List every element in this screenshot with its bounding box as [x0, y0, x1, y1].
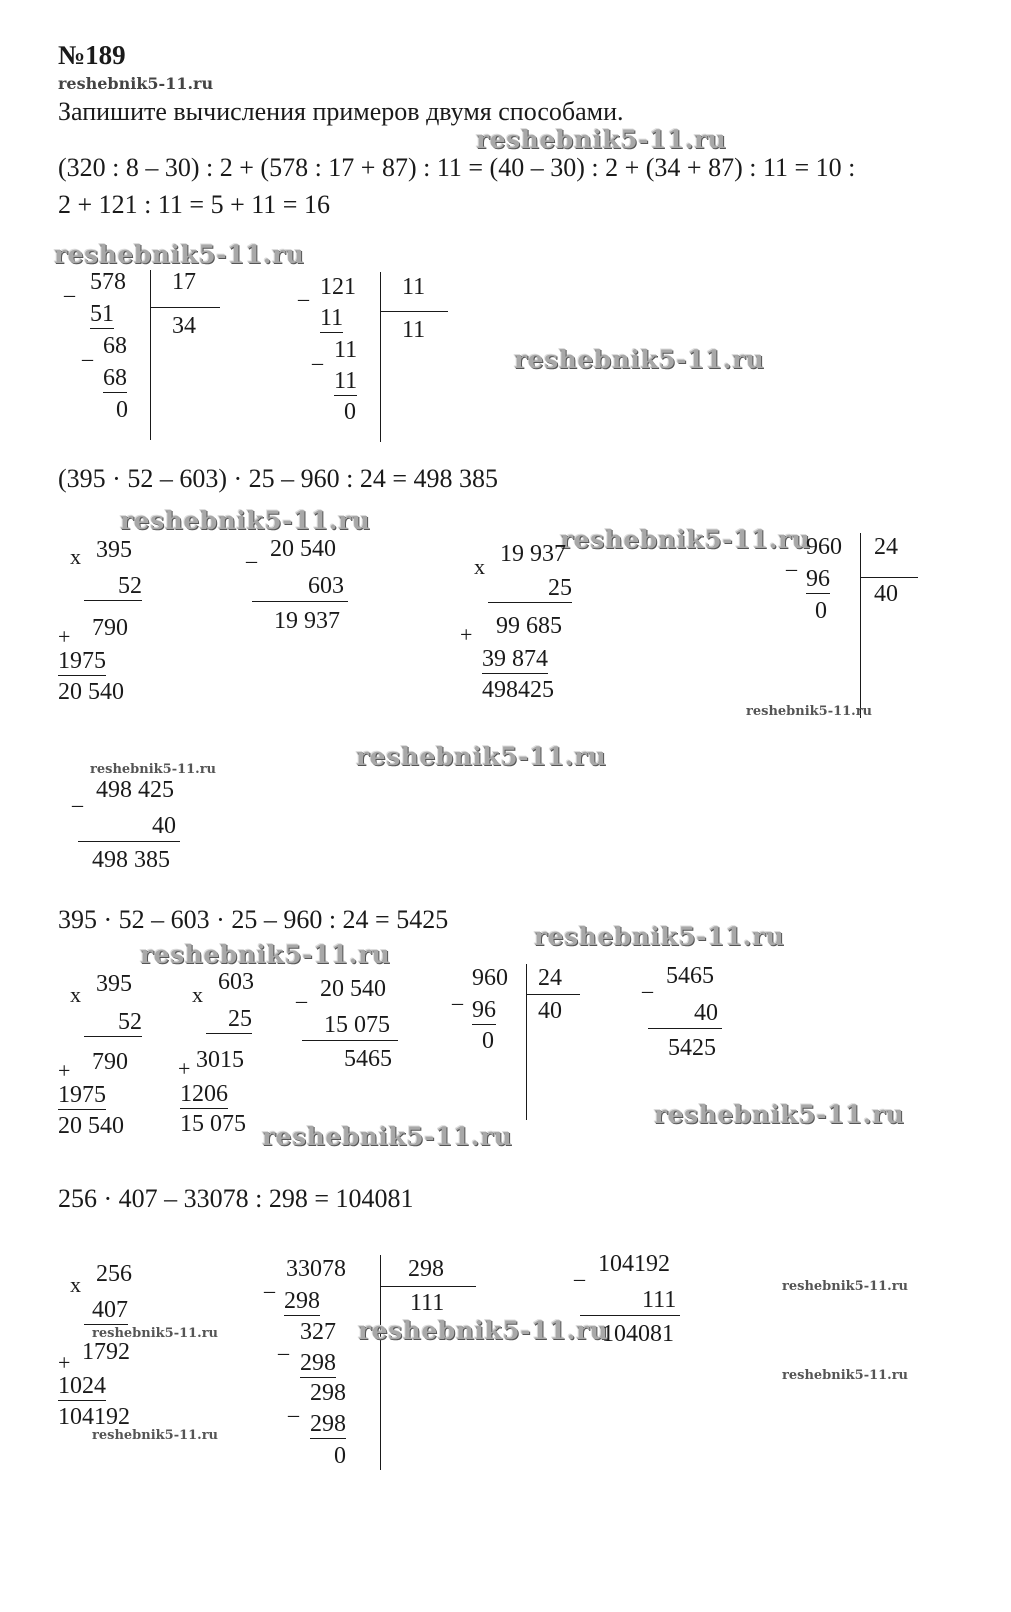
watermark-small: reshebnik5-11.ru — [58, 74, 214, 93]
final-remainder: 0 — [344, 399, 356, 425]
subtrahend: 96 — [472, 997, 496, 1023]
minus-sign: _ — [64, 274, 75, 299]
watermark-large: reshebnik5-11.ru — [120, 506, 371, 535]
ex1-equation-line2: 2 + 121 : 11 = 5 + 11 = 16 — [58, 190, 330, 219]
divisor: 24 — [874, 534, 898, 560]
subtrahend: 51 — [90, 301, 114, 327]
divisor: 24 — [538, 965, 562, 991]
ex3-equation: 395 · 52 – 603 · 25 – 960 : 24 = 5425 — [58, 905, 449, 934]
divisor-line — [380, 311, 448, 312]
difference: 498 385 — [92, 847, 170, 873]
plus-sign: + — [460, 622, 473, 647]
product: 104192 — [58, 1404, 130, 1430]
product: 15 075 — [180, 1111, 246, 1137]
final-remainder: 0 — [815, 598, 827, 624]
multiplier: 52 — [84, 572, 142, 601]
ex4-equation: 256 · 407 – 33078 : 298 = 104081 — [58, 1184, 414, 1213]
watermark-large: reshebnik5-11.ru — [140, 940, 391, 969]
subtrahend: 11 — [334, 368, 358, 394]
partial-product: 1975 — [58, 648, 106, 674]
watermark-small: reshebnik5-11.ru — [782, 1279, 909, 1294]
division-bar — [380, 1255, 381, 1470]
watermark-large: reshebnik5-11.ru — [560, 525, 811, 554]
dividend: 578 — [90, 269, 126, 295]
ex2-equation: (395 · 52 – 603) · 25 – 960 : 24 = 498 385 — [58, 464, 499, 493]
partial-product: 99 685 — [496, 613, 562, 639]
multiplicand: 395 — [96, 971, 132, 997]
divisor: 11 — [402, 274, 426, 300]
plus-sign: + — [58, 1058, 71, 1083]
multiplicand: 395 — [96, 537, 132, 563]
minus-sign: _ — [298, 278, 309, 303]
multiplier: 25 — [206, 1005, 252, 1034]
minus-sign: _ — [82, 338, 93, 363]
result-line — [78, 841, 180, 842]
difference: 5465 — [344, 1046, 392, 1072]
minus-sign: _ — [72, 784, 83, 809]
minuend: 20 540 — [270, 536, 336, 562]
result-line — [302, 1040, 398, 1041]
partial-product: 1975 — [58, 1082, 106, 1108]
minus-sign: _ — [246, 540, 257, 565]
quotient: 40 — [538, 998, 562, 1024]
minus-sign: _ — [786, 548, 797, 573]
partial-product: 1024 — [58, 1373, 106, 1399]
result-line — [580, 1315, 680, 1316]
partial-product: 790 — [92, 1049, 128, 1075]
watermark-large: reshebnik5-11.ru — [476, 125, 727, 154]
divisor-line — [150, 307, 220, 308]
quotient: 40 — [874, 581, 898, 607]
times-sign: x — [70, 982, 81, 1007]
remainder: 11 — [334, 337, 358, 363]
subtrahend: 15 075 — [324, 1012, 390, 1038]
dividend: 960 — [806, 534, 842, 560]
minus-sign: _ — [264, 1270, 275, 1295]
quotient: 11 — [402, 317, 426, 343]
times-sign: x — [70, 1272, 81, 1297]
subtrahend: 298 — [284, 1288, 320, 1314]
minus-sign: _ — [288, 1394, 299, 1419]
minuend: 20 540 — [320, 976, 386, 1002]
subtrahend: 96 — [806, 566, 830, 592]
quotient: 34 — [172, 313, 196, 339]
minus-sign: _ — [642, 970, 653, 995]
multiplicand: 19 937 — [500, 541, 566, 567]
product: 20 540 — [58, 1113, 124, 1139]
result-line — [252, 601, 348, 602]
partial-product: 3015 — [196, 1047, 244, 1073]
dividend: 121 — [320, 274, 356, 300]
subtrahend: 40 — [694, 1000, 718, 1026]
subtrahend: 603 — [308, 573, 344, 599]
multiplier: 407 — [84, 1296, 128, 1325]
product: 20 540 — [58, 679, 124, 705]
watermark-large: reshebnik5-11.ru — [356, 742, 607, 771]
remainder: 68 — [103, 333, 127, 359]
minuend: 104192 — [598, 1251, 670, 1277]
dividend: 960 — [472, 965, 508, 991]
difference: 5425 — [668, 1035, 716, 1061]
subtrahend: 11 — [320, 305, 344, 331]
difference: 104081 — [602, 1321, 674, 1347]
watermark-large: reshebnik5-11.ru — [534, 922, 785, 951]
minus-sign: _ — [278, 1332, 289, 1357]
watermark-large: reshebnik5-11.ru — [514, 345, 765, 374]
times-sign: x — [70, 544, 81, 569]
minuend: 498 425 — [96, 777, 174, 803]
remainder: 327 — [300, 1319, 336, 1345]
subtrahend: 111 — [642, 1287, 677, 1313]
watermark-large: reshebnik5-11.ru — [54, 240, 305, 269]
minuend: 5465 — [666, 963, 714, 989]
partial-product: 1792 — [82, 1339, 130, 1365]
subtrahend: 298 — [300, 1350, 336, 1376]
minus-sign: _ — [312, 342, 323, 367]
partial-product: 1206 — [180, 1081, 228, 1107]
plus-sign: + — [178, 1056, 191, 1081]
watermark-small: reshebnik5-11.ru — [92, 1428, 219, 1443]
division-bar — [150, 270, 151, 440]
ex1-equation-line1: (320 : 8 – 30) : 2 + (578 : 17 + 87) : 11 = (40 – 30) : 2 + (34 + 87) : 11 = 10 : — [58, 153, 856, 182]
subtrahend: 298 — [310, 1411, 346, 1437]
times-sign: x — [474, 554, 485, 579]
division-bar — [526, 964, 527, 1120]
watermark-large: reshebnik5-11.ru — [654, 1100, 905, 1129]
divisor-line — [860, 577, 918, 578]
watermark-large: reshebnik5-11.ru — [358, 1316, 609, 1345]
divisor: 298 — [408, 1256, 444, 1282]
subtrahend: 40 — [152, 813, 176, 839]
minus-sign: _ — [574, 1258, 585, 1283]
partial-product: 790 — [92, 615, 128, 641]
watermark-small: reshebnik5-11.ru — [782, 1368, 909, 1383]
final-remainder: 0 — [116, 397, 128, 423]
quotient: 111 — [410, 1290, 445, 1316]
remainder: 298 — [310, 1380, 346, 1406]
instruction: Запишите вычисления примеров двумя способами. — [58, 97, 624, 126]
multiplier: 52 — [84, 1008, 142, 1037]
partial-product: 39 874 — [482, 646, 548, 672]
minus-sign: _ — [452, 982, 463, 1007]
divisor: 17 — [172, 269, 196, 295]
final-remainder: 0 — [334, 1443, 346, 1469]
task-number: №189 — [58, 40, 126, 70]
subtrahend: 68 — [103, 365, 127, 391]
watermark-small: reshebnik5-11.ru — [92, 1326, 219, 1341]
multiplier: 25 — [488, 574, 572, 603]
watermark-large: reshebnik5-11.ru — [262, 1122, 513, 1151]
product: 498425 — [482, 677, 554, 703]
final-remainder: 0 — [482, 1028, 494, 1054]
result-line — [648, 1028, 722, 1029]
plus-sign: + — [58, 624, 71, 649]
dividend: 33078 — [286, 1256, 346, 1282]
division-bar — [860, 533, 861, 718]
multiplicand: 256 — [96, 1261, 132, 1287]
plus-sign: + — [58, 1350, 71, 1375]
watermark-small: reshebnik5-11.ru — [90, 762, 217, 777]
divisor-line — [526, 994, 580, 995]
multiplicand: 603 — [218, 969, 254, 995]
division-bar — [380, 272, 381, 442]
difference: 19 937 — [274, 608, 340, 634]
divisor-line — [380, 1286, 476, 1287]
minus-sign: _ — [296, 980, 307, 1005]
watermark-small: reshebnik5-11.ru — [746, 704, 873, 719]
times-sign: x — [192, 982, 203, 1007]
